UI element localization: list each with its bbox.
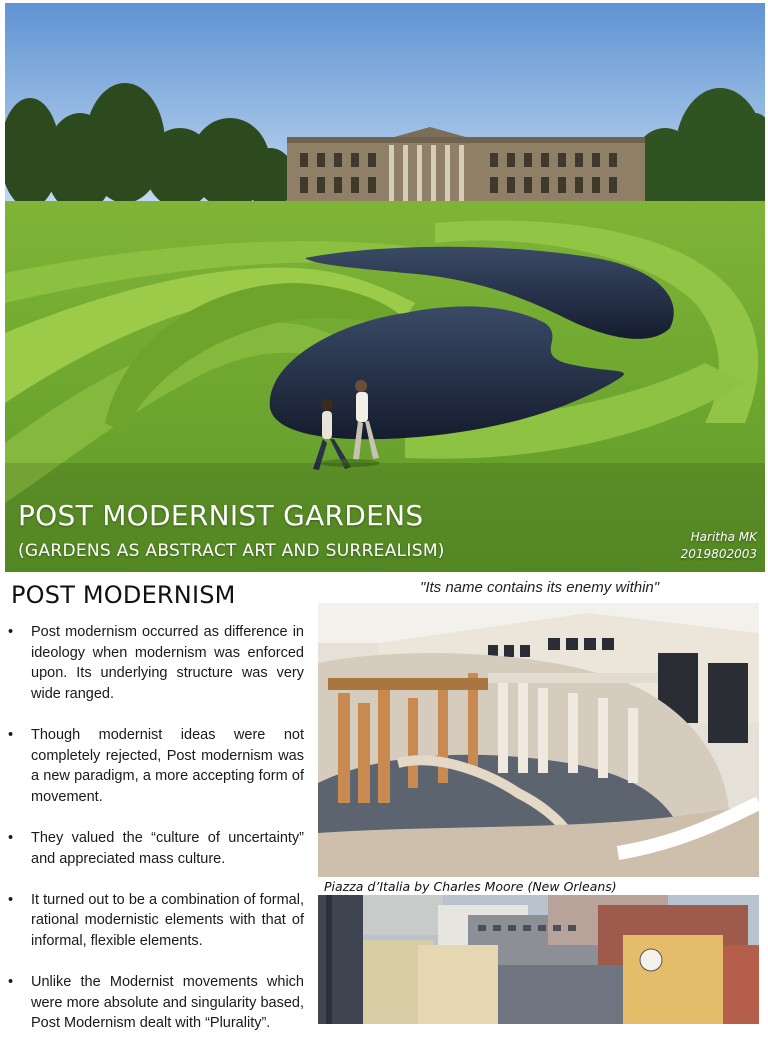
hero-subtitle: (GARDENS AS ABSTRACT ART AND SURREALISM) (18, 541, 445, 561)
author-id: 2019802003 (680, 547, 757, 561)
author-block (681, 529, 757, 563)
bullet-item: • Though modernist ideas were not completely rejected, Post modernism was a new paradigm, a more accepting form of movement. (8, 725, 304, 807)
bullet-item: • They valued the “culture of uncertainty” and appreciated mass culture. (8, 828, 304, 869)
piazza-illustration (318, 603, 759, 877)
hero-title: POST MODERNIST GARDENS (18, 499, 424, 532)
author-name: Haritha MK (690, 530, 757, 544)
bullet-item: • It turned out to be a combination of formal, rational modernistic elements with that of informal, flexible elements. (8, 890, 304, 952)
quote-text: "Its name contains its enemy within" (420, 579, 660, 596)
city-illustration (318, 895, 759, 1024)
bullet-item: • Unlike the Modernist movements which were more absolute and singularity based, Post Modernism dealt with “Plurality”. (8, 972, 304, 1034)
bullet-item: • Post modernism occurred as difference in ideology when modernism was enforced upon. Its underlying structure was very wide ranged. (8, 622, 304, 704)
city-photo (318, 895, 759, 1024)
section-title: POST MODERNISM (11, 581, 236, 609)
photo-caption: Piazza d’Italia by Charles Moore (New Orleans) (324, 879, 617, 894)
hero-banner (5, 3, 765, 572)
landform-garden-photo (5, 3, 765, 572)
piazza-photo (318, 603, 759, 877)
bullet-list (8, 622, 304, 1054)
